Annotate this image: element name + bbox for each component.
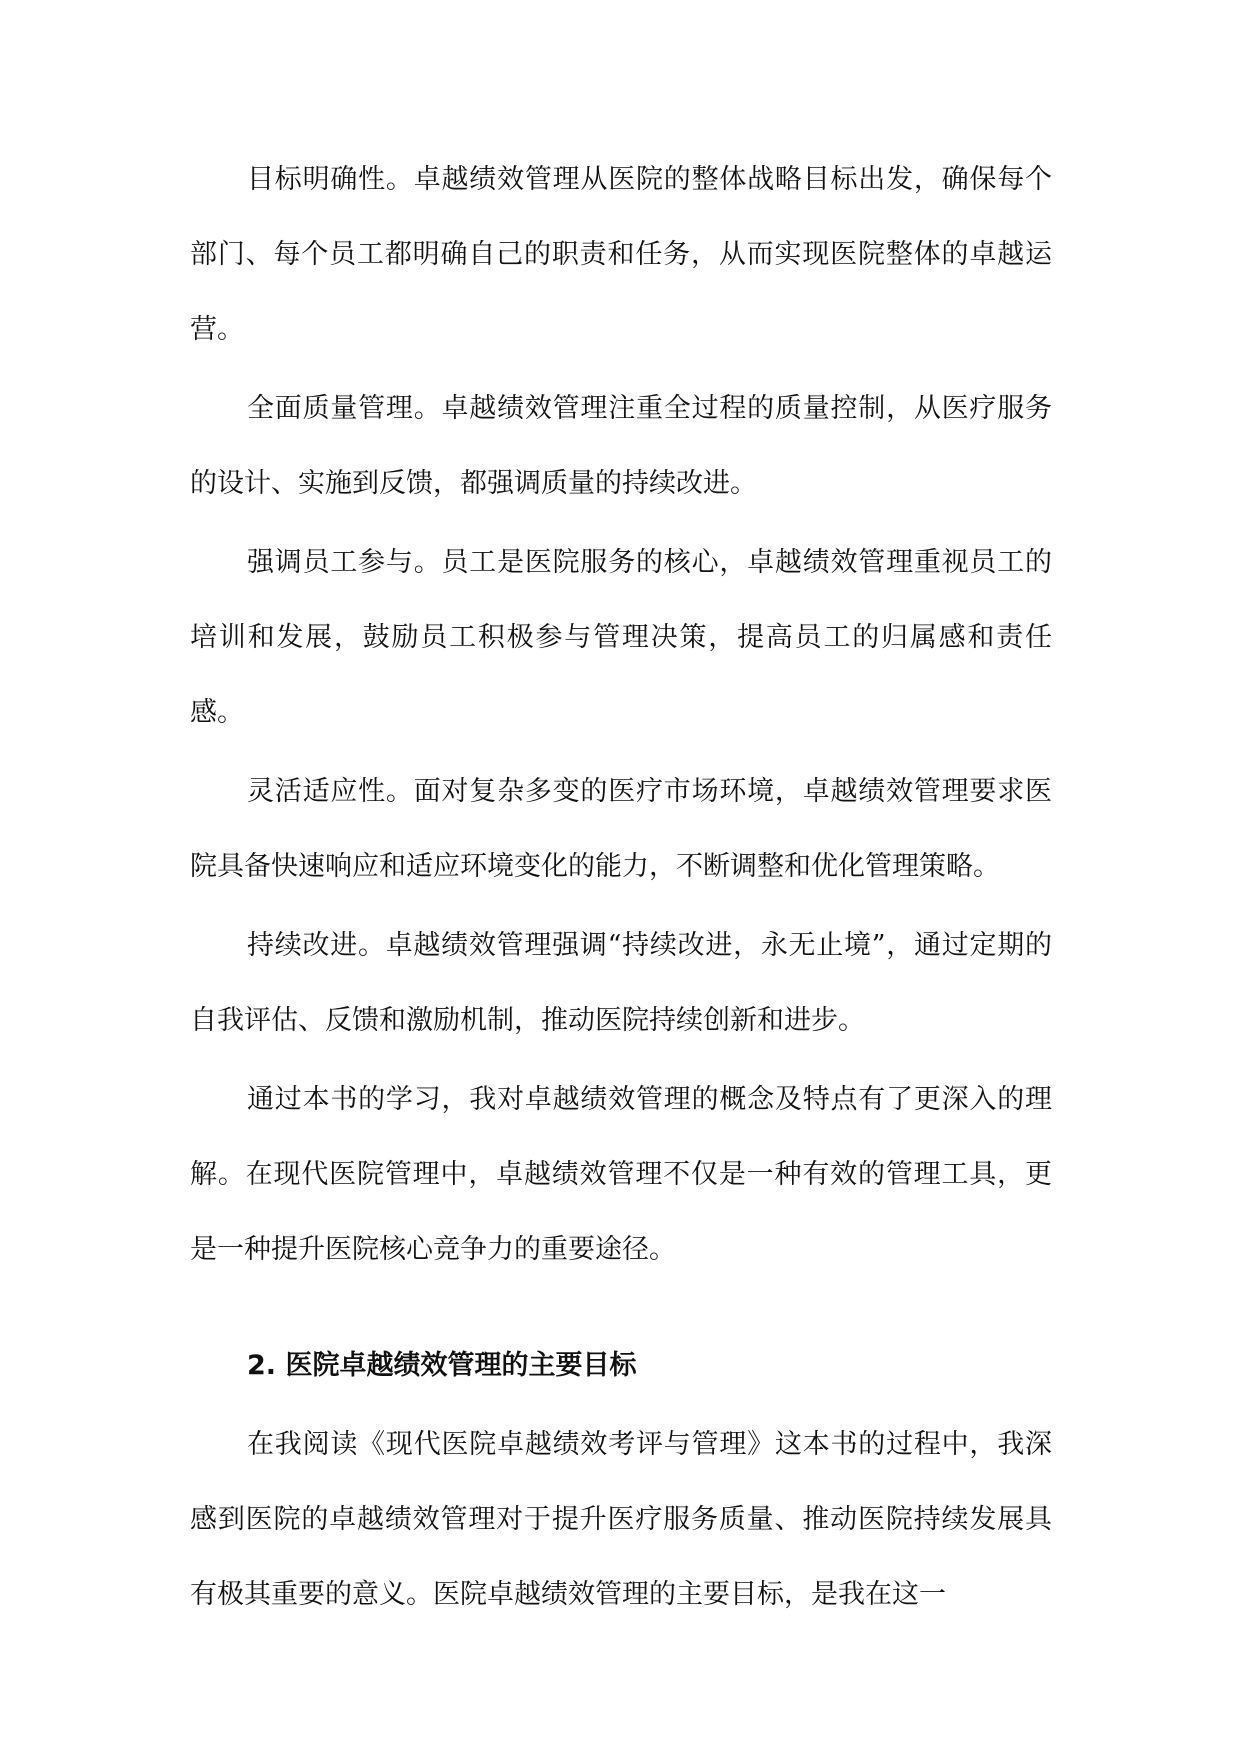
paragraph-flexibility: 灵活适应性。面对复杂多变的医疗市场环境，卓越绩效管理要求医院具备快速响应和适应环境变化的能力，不断调整和优化管理策略。 bbox=[190, 776, 1052, 882]
paragraph-continuous-improvement: 持续改进。卓越绩效管理强调“持续改进，永无止境”，通过定期的自我评估、反馈和激励机制，推动医院持续创新和进步。 bbox=[190, 930, 1052, 1036]
paragraph-section-intro: 在我阅读《现代医院卓越绩效考评与管理》这本书的过程中，我深感到医院的卓越绩效管理对于提升医疗服务质量、推动医院持续发展具有极其重要的意义。医院卓越绩效管理的主要目标，是我在这一 bbox=[190, 1429, 1052, 1610]
paragraph-goal-clarity: 目标明确性。卓越绩效管理从医院的整体战略目标出发，确保每个部门、每个员工都明确自己的职责和任务，从而实现医院整体的卓越运营。 bbox=[190, 164, 1052, 345]
paragraph-total-quality: 全面质量管理。卓越绩效管理注重全过程的质量控制，从医疗服务的设计、实施到反馈，都强调质量的持续改进。 bbox=[190, 393, 1052, 499]
paragraph-summary: 通过本书的学习，我对卓越绩效管理的概念及特点有了更深入的理解。在现代医院管理中，卓越绩效管理不仅是一种有效的管理工具，更是一种提升医院核心竞争力的重要途径。 bbox=[190, 1084, 1052, 1265]
paragraph-employee-participation: 强调员工参与。员工是医院服务的核心，卓越绩效管理重视员工的培训和发展，鼓励员工积极参与管理决策，提高员工的归属感和责任感。 bbox=[190, 547, 1052, 728]
document-body bbox=[190, 142, 1052, 1636]
section-heading: 2. 医院卓越绩效管理的主要目标 bbox=[247, 1350, 637, 1381]
